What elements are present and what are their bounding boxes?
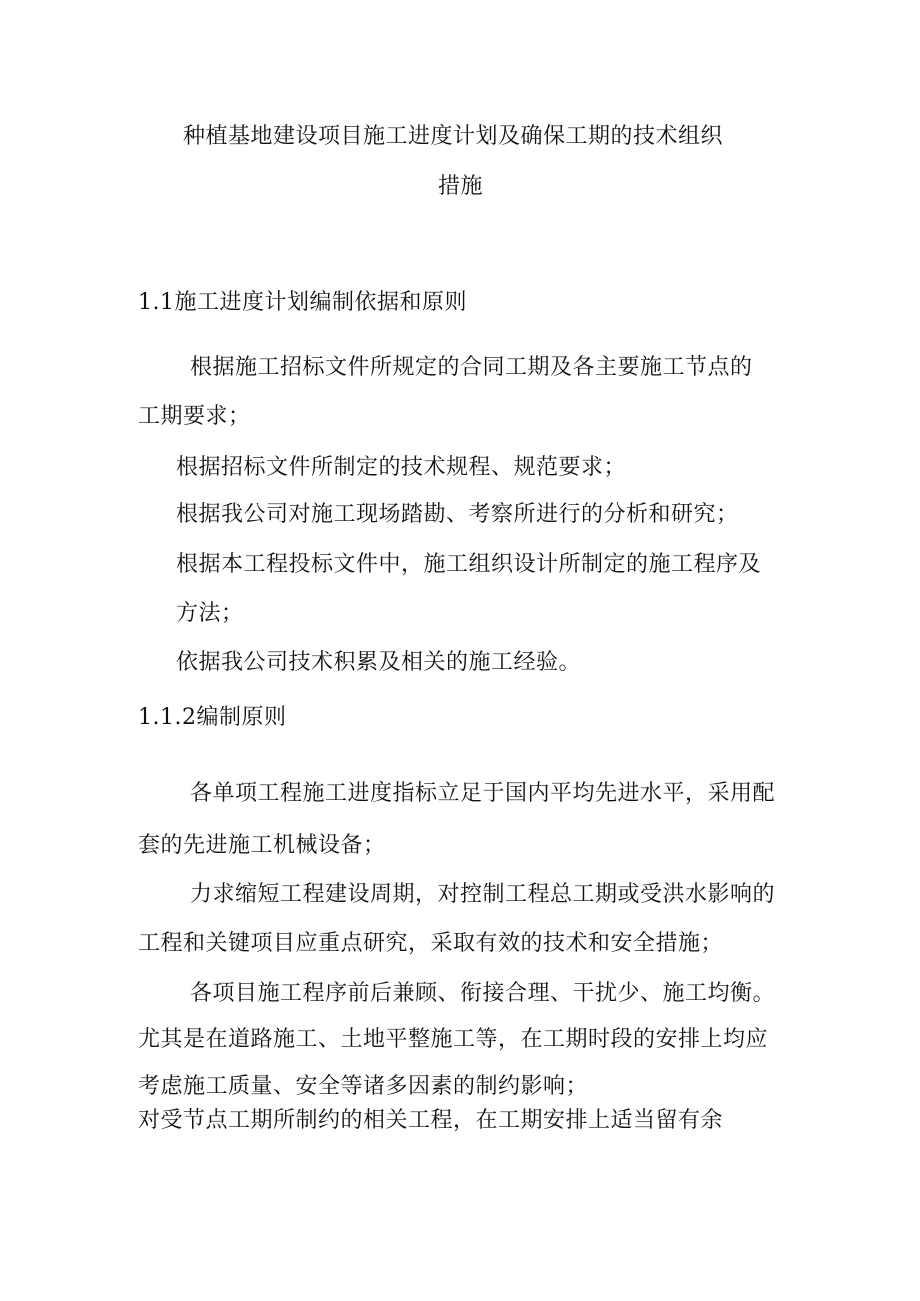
document-title-line2: 措施 — [438, 174, 484, 199]
principle-paragraph-2-line1: 力求缩短工程建设周期，对控制工程总工期或受洪水影响的 — [190, 882, 776, 907]
principle-paragraph-1-line1: 各单项工程施工进度指标立足于国内平均先进水平，采用配 — [190, 781, 776, 806]
basis-paragraph-4-line1: 根据本工程投标文件中，施工组织设计所制定的施工程序及 — [176, 552, 762, 577]
principle-paragraph-2-line2: 工程和关键项目应重点研究，采取有效的技术和安全措施； — [138, 931, 724, 956]
basis-paragraph-4-line2: 方法； — [176, 601, 244, 626]
principle-paragraph-4-line1: 对受节点工期所制约的相关工程，在工期安排上适当留有余 — [138, 1108, 724, 1133]
basis-paragraph-1-line1: 根据施工招标文件所规定的合同工期及各主要施工节点的 — [190, 355, 753, 380]
basis-paragraph-5: 依据我公司技术积累及相关的施工经验。 — [176, 650, 582, 675]
section-heading-1-1: 1.1施工进度计划编制依据和原则 — [138, 290, 467, 315]
section-heading-1-1-2: 1.1.2编制原则 — [138, 705, 287, 730]
principle-paragraph-3-line1: 各项目施工程序前后兼顾、衔接合理、干扰少、施工均衡。 — [190, 981, 776, 1006]
principle-paragraph-3-line3: 考虑施工质量、安全等诸多因素的制约影响； — [138, 1074, 589, 1099]
principle-paragraph-3-line2: 尤其是在道路施工、土地平整施工等，在工期时段的安排上均应 — [138, 1027, 769, 1052]
basis-paragraph-1-line2: 工期要求； — [138, 404, 251, 429]
principle-paragraph-1-line2: 套的先进施工机械设备； — [138, 833, 386, 858]
document-title-line1: 种植基地建设项目施工进度计划及确保工期的技术组织 — [183, 124, 724, 149]
basis-paragraph-2: 根据招标文件所制定的技术规程、规范要求； — [176, 455, 627, 480]
basis-paragraph-3: 根据我公司对施工现场踏勘、考察所进行的分析和研究； — [176, 502, 739, 527]
